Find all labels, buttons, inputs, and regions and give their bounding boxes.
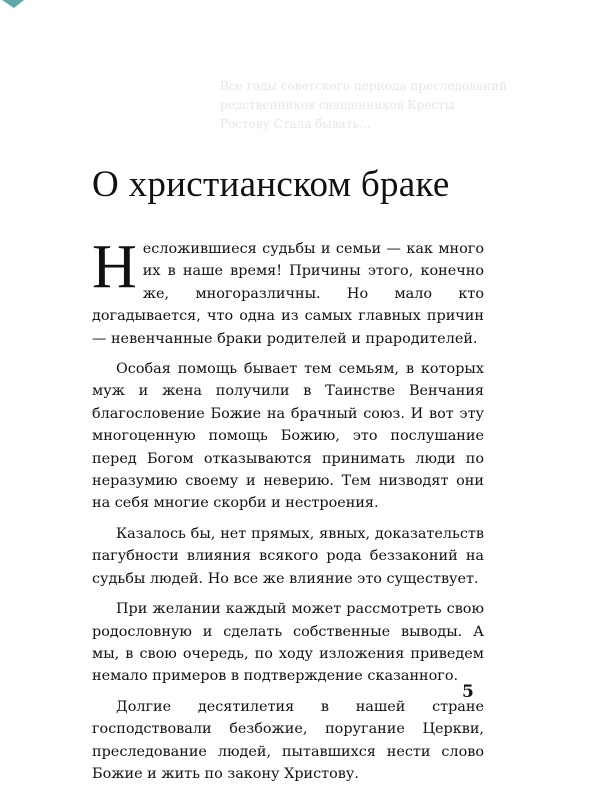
chapter-body xyxy=(92,233,484,793)
bleed-through-text: Все годы советского периода преследований родственников священников Кресты Ростову Стала бывать... xyxy=(220,79,508,131)
page-number: 5 xyxy=(462,682,474,702)
paragraph-2: Особая помощь бывает тем семьям, в которых муж и жена получили в Таинстве Венчания благословение Божие на брачный союз. И вот эту многоценную помощь Божию, это послушание перед Богом отказываются принимать люди по неразумию своему и неверию. Тем низводят они на себя многие скорби и нестроения. xyxy=(92,361,484,512)
corner-mark-icon xyxy=(2,0,24,10)
paragraph-5: Долгие десятилетия в нашей стране господствовали безбожие, поругание Церкви, преследование людей, пытавшихся нести слово Божие и жить по закону Христову. xyxy=(92,698,484,782)
drop-cap: Н xyxy=(92,233,137,301)
chapter-title: О христианском браке xyxy=(92,164,450,205)
paragraph-4: При желании каждый может рассмотреть свою родословную и сделать собственные выводы. А мы, в свою очередь, по ходу изложения приведем немало примеров в подтверждение сказанного. xyxy=(92,601,484,685)
paragraph-1 xyxy=(92,233,484,350)
paragraph-1-text: есложившиеся судьбы и семьи — как много их в наше время! Причины этого, конечно же, многоразличны. Но мало кто догадывается, что одна из самых главных причин — невенчанные браки родителей и прародителей. xyxy=(92,241,484,347)
paragraph-3: Казалось бы, нет прямых, явных, доказательств пагубности влияния всякого рода беззаконий на судьбы людей. Но все же влияние это существует. xyxy=(92,525,484,587)
